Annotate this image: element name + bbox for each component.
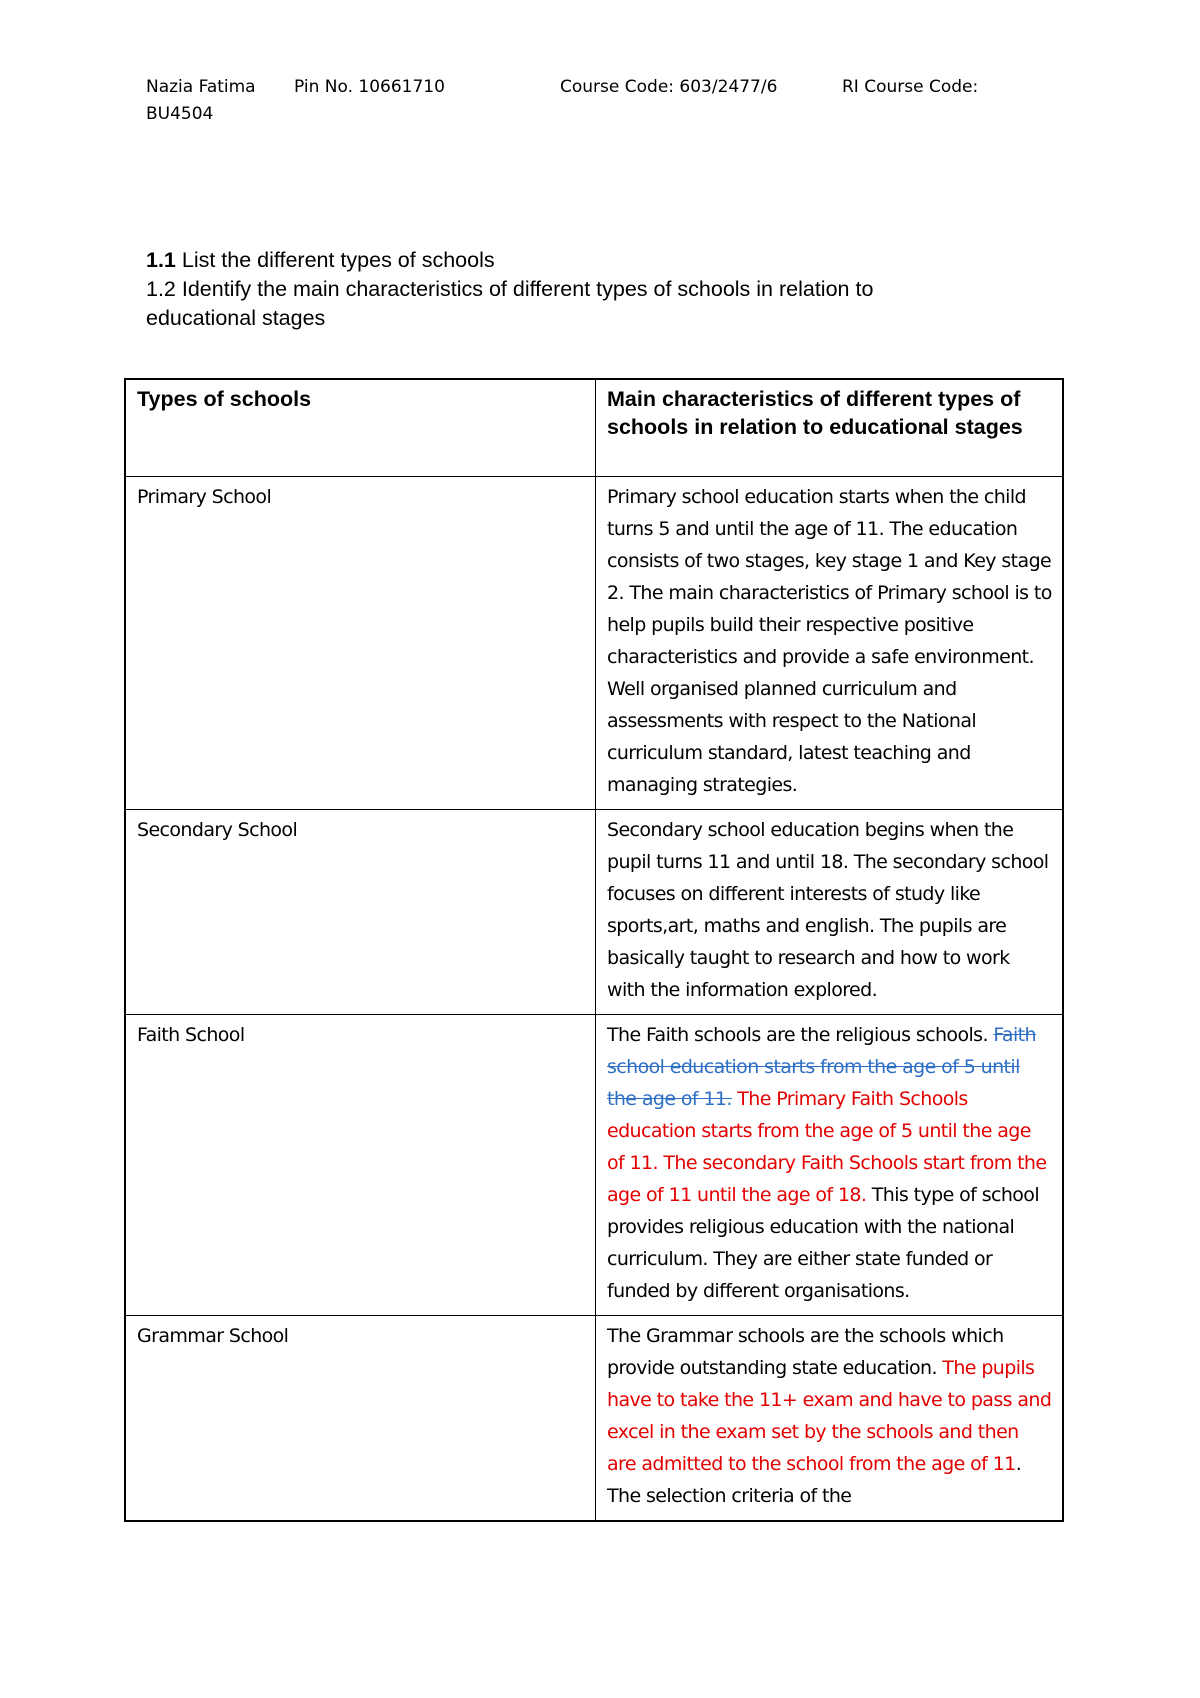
school-type-cell: Primary School: [125, 477, 596, 810]
heading-1-1-number: 1.1: [146, 248, 176, 272]
characteristics-cell: Secondary school education begins when the pupil turns 11 and until 18. The secondary school focuses on different interests of study like sports,art, maths and english. The pupils are basically taught to research and how to work with the information explored.: [596, 810, 1064, 1015]
course-code: Course Code: 603/2477/6: [560, 77, 778, 97]
heading-1-2-line2: educational stages: [146, 306, 326, 330]
column-header-characteristics: Main characteristics of different types of schools in relation to educational stages: [596, 379, 1064, 477]
struck-revision-text: Faith school education starts from the age of 5 until the age of 11.: [607, 1024, 1036, 1110]
heading-1-2-line1: 1.2 Identify the main characteristics of different types of schools in relation to: [146, 277, 874, 301]
table-header-row: [125, 379, 1063, 477]
ri-course-code-label: RI Course Code:: [842, 77, 979, 97]
characteristics-cell: [596, 1316, 1064, 1522]
author-name: Nazia Fatima: [146, 77, 256, 97]
document-header: [146, 74, 1066, 128]
text-segment: This type of school provides religious education with the national curriculum. They are either state funded or funded by different organisations.: [607, 1184, 1040, 1302]
characteristics-cell: Primary school education starts when the child turns 5 and until the age of 11. The education consists of two stages, key stage 1 and Key stage 2. The main characteristics of Primary school is to help pupils build their respective positive characteristics and provide a safe environment. Well organised planned curriculum and assessments with respect to the National curriculum standard, latest teaching and managing strategies.: [596, 477, 1064, 810]
pin-number: Pin No. 10661710: [294, 77, 445, 97]
school-type-cell: Grammar School: [125, 1316, 596, 1522]
question-headings: [146, 246, 1086, 333]
heading-1-1-text: List the different types of schools: [175, 248, 495, 272]
school-type-cell: Secondary School: [125, 810, 596, 1015]
schools-table: [124, 378, 1064, 1522]
ri-course-code-value: BU4504: [146, 104, 214, 124]
table-row: [125, 1316, 1063, 1522]
table-row: [125, 810, 1063, 1015]
table-row: [125, 477, 1063, 810]
characteristics-cell: [596, 1015, 1064, 1316]
red-revision-text: The pupils have to take the 11+ exam and have to pass and excel in the exam set by the schools and then are admitted to the school from the age of 11: [607, 1357, 1052, 1475]
text-segment: The Faith schools are the religious schools.: [607, 1024, 994, 1046]
table-row: [125, 1015, 1063, 1316]
text-segment: The Grammar schools are the schools which provide outstanding state education.: [607, 1325, 1004, 1379]
text-segment: . The selection criteria of the: [607, 1453, 1022, 1507]
heading-1-1: [146, 246, 1086, 275]
school-type-cell: Faith School: [125, 1015, 596, 1316]
column-header-types: Types of schools: [125, 379, 596, 477]
red-revision-text: The Primary Faith Schools education starts from the age of 5 until the age of 11. The secondary Faith Schools start from the age of 11 until the age of 18.: [607, 1088, 1047, 1206]
